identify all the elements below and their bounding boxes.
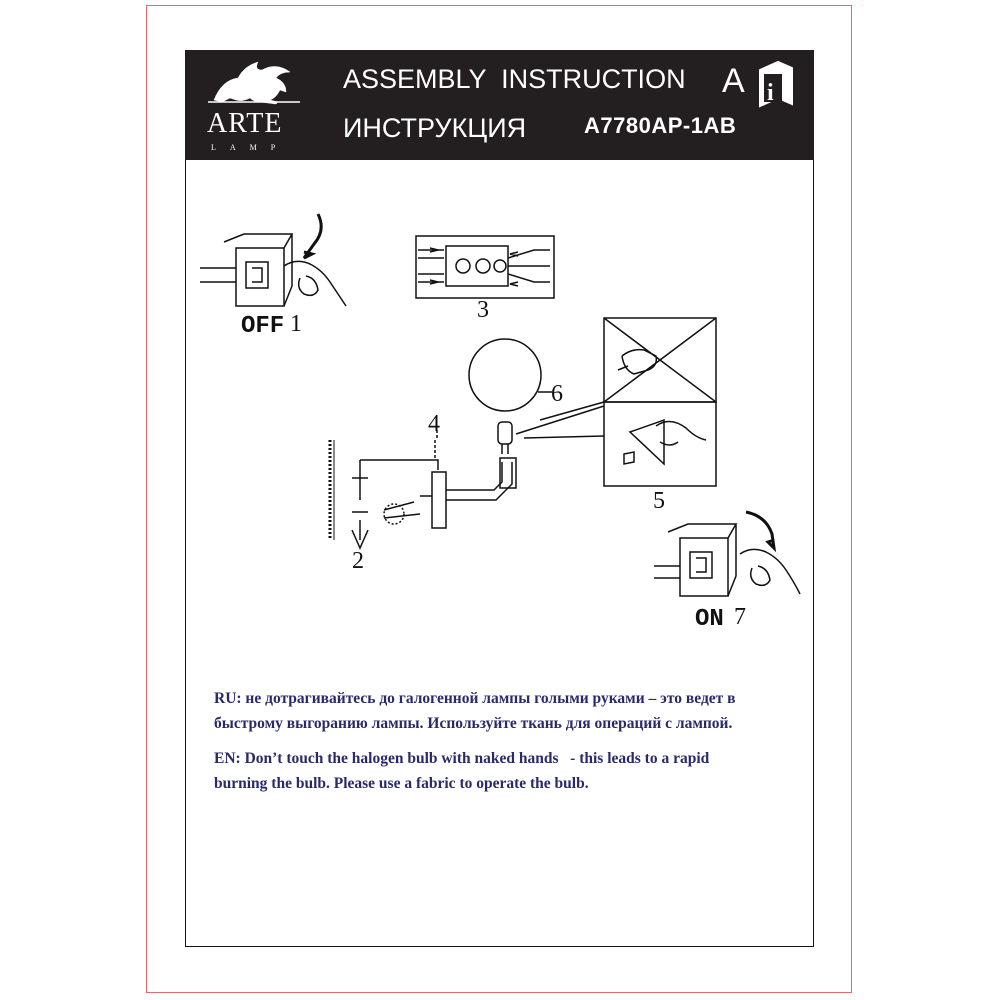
step-3-number: 3 <box>477 297 489 323</box>
wall-mount-icon <box>330 430 516 548</box>
note-en-line-2: burning the bulb. Please use a fabric to operate the bulb. <box>214 775 589 792</box>
switch-on-icon <box>654 524 800 596</box>
step-5-number: 5 <box>653 488 665 514</box>
title-russian: ИНСТРУКЦИЯ <box>343 113 527 143</box>
note-ru-line-1: RU: не дотрагивайтесь до галогенной лампы голыми руками – это ведет в <box>214 690 736 707</box>
note-en-line-1: EN: Don’t touch the halogen bulb with naked hands - this leads to a rapid <box>214 750 710 767</box>
step-7-number: 7 <box>734 604 746 630</box>
step-1-word: OFF <box>241 313 285 340</box>
model-number: A7780AP-1AB <box>584 113 737 138</box>
note-ru-line-2: быстрому выгоранию лампы. Используйте ткань для операций с лампой. <box>214 715 733 732</box>
language-letter: A <box>722 62 745 100</box>
brand-subtitle: LAMP <box>211 143 290 152</box>
title-english: ASSEMBLY INSTRUCTION <box>343 64 686 94</box>
step-6-number: 6 <box>551 381 563 407</box>
rotate-arrow-icon <box>746 512 774 548</box>
switch-off-icon <box>200 234 346 306</box>
note-russian <box>214 686 784 736</box>
glass-shade-icon <box>469 339 541 411</box>
note-english <box>214 746 784 796</box>
rotate-arrow-icon <box>304 214 321 258</box>
svg-text:i: i <box>767 80 774 106</box>
step-7-word: ON <box>695 606 724 633</box>
terminal-block-icon <box>416 236 554 298</box>
step-2-number: 2 <box>352 548 364 574</box>
step-1-number: 1 <box>290 311 302 337</box>
brand-name: ARTE <box>207 108 283 139</box>
step-4-number: 4 <box>428 411 440 437</box>
halogen-bulb-icon <box>498 406 604 454</box>
